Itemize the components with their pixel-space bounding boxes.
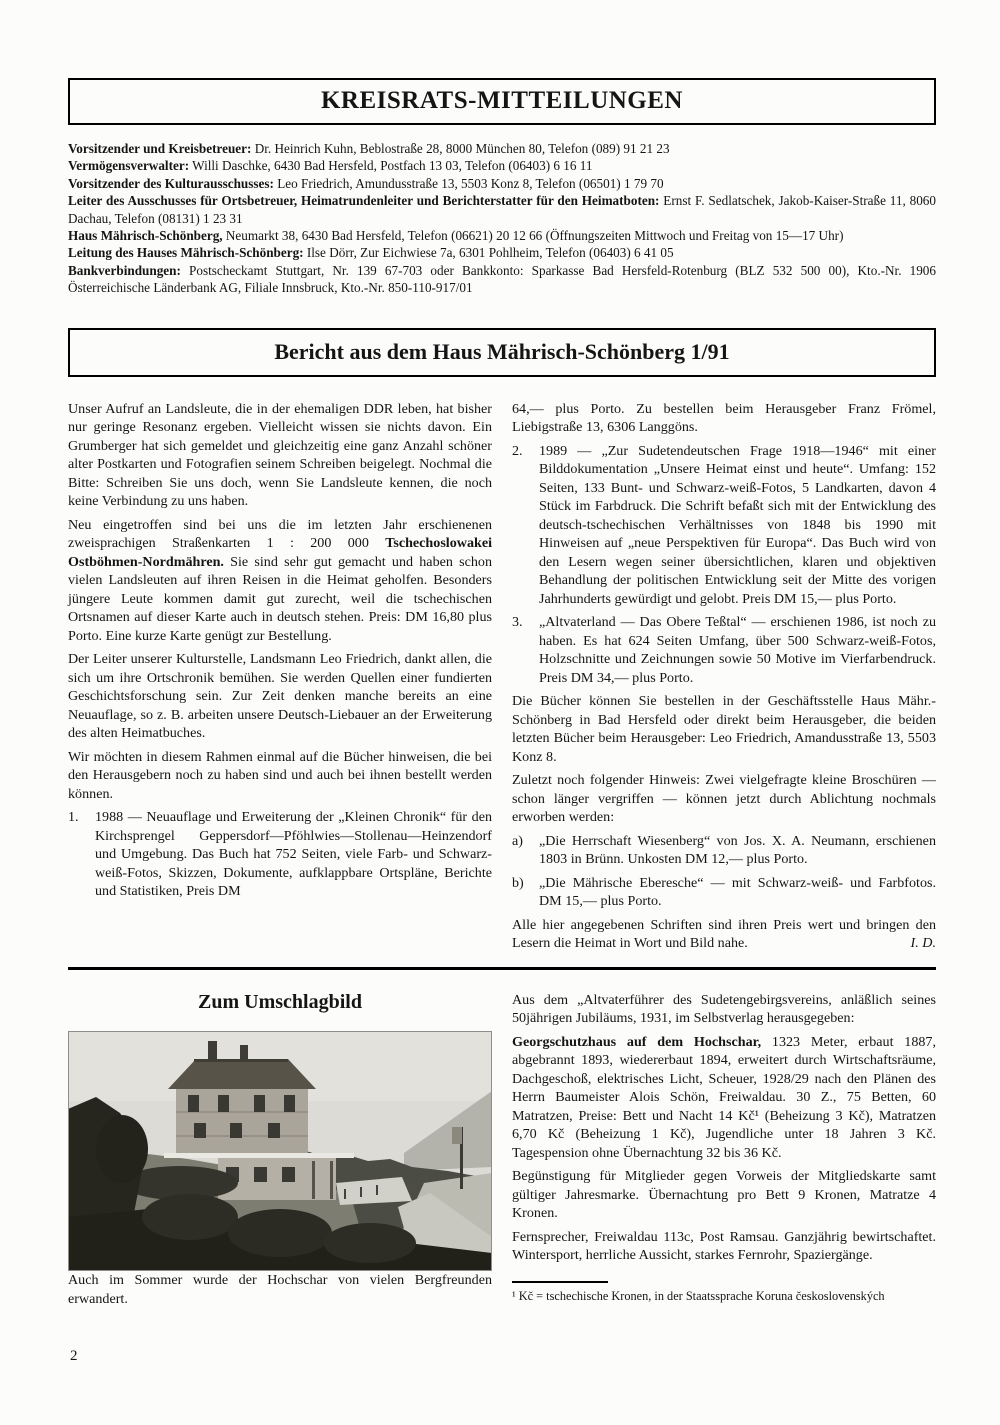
cover-photo <box>68 1031 492 1271</box>
mountain-hut-photo <box>68 1031 492 1271</box>
list-item-text: 1988 — Neuauflage und Erweiterung der „Kleinen Chronik“ für den Kirchsprengel Geppersdorf—Pföhlwies—Stollenau—Heinzendorf und Umgebung. Das Buch hat 752 Seiten, viele Farb- und Schwarz-weiß-Fotos, Skizzen, Dokumente, aufklappbare Ortspläne, Berichte und Statistiken, Preis DM <box>95 809 492 900</box>
masthead-box <box>68 78 936 125</box>
paragraph-text: 1323 Meter, erbaut 1887, abgebrannt 1893, wiedererbaut 1894, erweitert durch Wirtschaftsräume, Dachgeschoß, elektrisches Licht, Scheuer, 1928/29 nach den Plänen des Herrn Baumeister Alois Schön, Freiwaldau. 30 Z., 75 Betten, 60 Matratzen, Preise: Bett und Nacht 14 Kč¹ (Beheizung 3 Kč), Matratzen 6,70 Kč (Beheizung 1 Kč), Jugendliche unter 18 Jahren 3 Kč. Tagespension ohne Übernachtung 32 bis 36 Kč. <box>512 1033 936 1161</box>
list-item-text: „Die Mährische Eberesche“ — mit Schwarz-weiß- und Farbfotos. DM 15,— plus Porto. <box>539 874 936 910</box>
closing-paragraph <box>512 916 936 953</box>
contact-line-kulturausschuss <box>68 175 936 192</box>
cover-right-column <box>512 991 936 1314</box>
paragraph-text: Neu eingetroffen sind bei uns die im letzten Jahr erschienenen zweisprachigen Straßenkarten 1 : 200 000 <box>68 516 492 552</box>
paragraph <box>68 516 492 646</box>
contact-text: Neumarkt 38, 6430 Bad Hersfeld, Telefon (06621) 20 12 66 (Öffnungszeiten Mittwoch und Freitag von 15—17 Uhr) <box>222 228 844 244</box>
paragraph: Aus dem „Altvaterführer des Sudetengebirgsvereins, anläßlich seines 50jährigen Jubiläums, 1931, im Selbstverlag herausgegeben: <box>512 991 936 1027</box>
footnote-block <box>512 1281 936 1304</box>
contact-label: Vorsitzender und Kreisbetreuer: <box>68 141 252 156</box>
list-item-3 <box>512 613 936 687</box>
list-item-text: 1989 — „Zur Sudetendeutschen Frage 1918—1946“ mit einer Bilddokumentation „Unsere Heimat einst und heute“. Umfang: 152 Seiten, 133 Bunt- und Schwarz-weiß-Fotos, 5 Landkarten, davon 4 Stück im Farbdruck. Die Schrift befaßt sich mit der Entwicklung des deutsch-tschechischen Verhältnisses von 1848 bis 1990 mit Hinweisen auf „neue Perspektiven für Europa“. Das Buch wird von den Lesern wegen seiner übersichtlichen, klaren und objektiven Behandlung der politischen Entwicklung seit der Mitte des vorigen Jahrhunderts gewürdigt und gelobt. Preis DM 15,— plus Porto. <box>539 442 936 607</box>
contact-text: Leo Friedrich, Amundusstraße 13, 5503 Konz 8, Telefon (06501) 1 79 70 <box>273 175 664 191</box>
contact-text: Ernst F. Sedlatschek, Jakob-Kaiser-Straße 11, 8060 Dachau, Telefon (08131) 1 23 31 <box>68 193 936 226</box>
report-left-column <box>68 400 492 958</box>
page-number: 2 <box>70 1348 78 1364</box>
masthead-title: KREISRATS-MITTEILUNGEN <box>320 87 683 114</box>
contact-label: Vorsitzender des Kulturausschusses: <box>68 175 274 191</box>
contact-label: Haus Mährisch-Schönberg, <box>68 228 223 244</box>
contact-label: Leitung des Hauses Mährisch-Schönberg: <box>68 245 304 261</box>
contact-line-kreisbetreuer <box>68 140 936 157</box>
list-item-number: a) <box>512 832 523 849</box>
paragraph <box>512 1033 936 1163</box>
cover-left-column <box>68 991 492 1314</box>
report-columns <box>68 400 936 958</box>
paragraph: Begünstigung für Mitglieder gegen Vorweis der Mitgliedskarte samt gültiger Jahresmarke. Übernachtung pro Bett 9 Kronen, Matratze 4 Kronen. <box>512 1168 936 1222</box>
list-item-2 <box>512 442 936 609</box>
footnote-text: ¹ Kč = tschechische Kronen, in der Staatssprache Koruna československých <box>512 1288 885 1303</box>
contact-text: Dr. Heinrich Kuhn, Beblostraße 28, 8000 München 80, Telefon (089) 91 21 23 <box>251 141 670 156</box>
list-item-b <box>512 874 936 911</box>
report-title-box <box>68 328 936 377</box>
list-item-number: 3. <box>512 614 523 631</box>
paragraph: Fernsprecher, Freiwaldau 113c, Post Ramsau. Ganzjährig bewirtschaftet. Wintersport, herrliche Aussicht, starkes Fernrohr, Spaziergänge. <box>512 1228 936 1264</box>
paragraph: Der Leiter unserer Kulturstelle, Landsmann Leo Friedrich, dankt allen, die sich um ihre Ortschronik bemühen. Sie werden Quellen einer fundierten Geschichtsforschung sein. Zur Zeit denken manche bereits an eine Neuauflage, so z. B. arbeiten unsere Deutsch-Liebauer an der Erweiterung des alten Heimatbuches. <box>68 651 492 742</box>
paragraph-text: Sie sind sehr gut gemacht und haben schon vielen Landsleuten auf ihren Reisen in die Heimat geholfen. Besonders jüngere Leute kommen damit gut zurecht, weil die tschechischen Ortsnamen auf dieser Karte auch in deutsch stehen. Preis: DM 16,80 plus Porto. Eine kurze Karte genügt zur Bestellung. <box>68 553 492 644</box>
section-divider <box>68 967 936 970</box>
list-item-1 <box>68 808 492 901</box>
contact-text: Willi Daschke, 6430 Bad Hersfeld, Postfach 13 03, Telefon (06403) 6 16 11 <box>189 158 593 174</box>
cover-heading: Zum Umschlagbild <box>198 990 362 1013</box>
contact-text: Ilse Dörr, Zur Eichwiese 7a, 6301 Pohlheim, Telefon (06403) 6 41 05 <box>303 245 674 261</box>
contact-line-haus <box>68 227 936 244</box>
paragraph: Unser Aufruf an Landsleute, die in der ehemaligen DDR leben, hat bisher nur geringe Resonanz ergeben. Vielleicht wissen sie nichts davon. Ein Grumberger hat sich gemeldet und gleichzeitig eine ganz Anzahl schöner alter Postkarten und Fotografien seinem Schreiben beigelegt. Nochmal die Bitte: Schreiben Sie uns doch, wenn Sie Landsleute kennen, die noch keine Verbindung zu uns haben. <box>68 400 492 510</box>
list-item-number: b) <box>512 874 524 891</box>
paragraph: Zuletzt noch folgender Hinweis: Zwei vielgefragte kleine Broschüren — schon länger vergriffen — können jetzt durch Ablichtung nochmals erworben werden: <box>512 772 936 826</box>
contact-text: Postscheckamt Stuttgart, Nr. 139 67-703 oder Bankkonto: Sparkasse Bad Hersfeld-Rotenburg (BLZ 532 500 00), Kto.-Nr. 1906 Österreichische Länderbank AG, Filiale Innsbruck, Kto.-Nr. 850-110-917/01 <box>68 262 936 296</box>
report-right-column <box>512 400 936 958</box>
bold-run: Georgschutzhaus auf dem Hochschar, <box>512 1033 762 1050</box>
contact-line-bankverbindungen <box>68 262 936 297</box>
list-item-a <box>512 832 936 869</box>
list-item-1-continuation: 64,— plus Porto. Zu bestellen beim Herausgeber Franz Frömel, Liebigstraße 13, 6306 Langgöns. <box>512 400 936 436</box>
contact-line-ortsbetreuer <box>68 192 936 227</box>
contact-label: Leiter des Ausschusses für Ortsbetreuer, Heimatrundenleiter und Berichterstatter für den Heimatboten: <box>68 193 660 209</box>
paragraph: Wir möchten in diesem Rahmen einmal auf die Bücher hinweisen, die bei den Herausgebern noch zu haben sind und auch bei ihnen bestellt werden können. <box>68 748 492 802</box>
contact-line-vermoegensverwalter <box>68 157 936 174</box>
photo-caption: Auch im Sommer wurde der Hochschar von vielen Bergfreunden erwandert. <box>68 1272 492 1307</box>
list-item-number: 1. <box>68 809 79 826</box>
footnote-rule <box>512 1281 608 1283</box>
list-item-text: „Die Herrschaft Wiesenberg“ von Jos. X. A. Neumann, erschienen 1803 in Brünn. Unkosten DM 12,— plus Porto. <box>539 832 936 868</box>
report-title: Bericht aus dem Haus Mährisch-Schönberg 1/91 <box>274 338 730 364</box>
list-item-text: „Altvaterland — Das Obere Teßtal“ — erschienen 1986, ist noch zu haben. Es hat 624 Seiten Umfang, über 500 Schwarz-weiß-Fotos, Holzschnitte und Zeichnungen sowie 50 Motive im Vierfarbendruck. Preis DM 34,— plus Porto. <box>539 614 936 686</box>
contact-label: Bankverbindungen: <box>68 262 181 278</box>
bold-run: Tschechoslowakei Ostböhmen-Nordmähren. <box>68 535 492 570</box>
contact-label: Vermögensverwalter: <box>68 158 190 174</box>
cover-section <box>68 991 936 1314</box>
contact-line-leitung <box>68 244 936 261</box>
masthead-contacts <box>68 140 936 297</box>
paragraph-text: Alle hier angegebenen Schriften sind ihren Preis wert und bringen den Lesern die Heimat in Wort und Bild nahe. <box>512 916 936 952</box>
paragraph: Die Bücher können Sie bestellen in der Geschäftsstelle Haus Mähr.-Schönberg in Bad Hersfeld oder direkt beim Herausgeber, die beiden letzten Bücher beim Herausgeber: Leo Friedrich, Amandusstraße 13, 5503 Konz 8. <box>512 693 936 765</box>
author-initials: I. D. <box>910 935 936 952</box>
list-item-number: 2. <box>512 442 523 459</box>
